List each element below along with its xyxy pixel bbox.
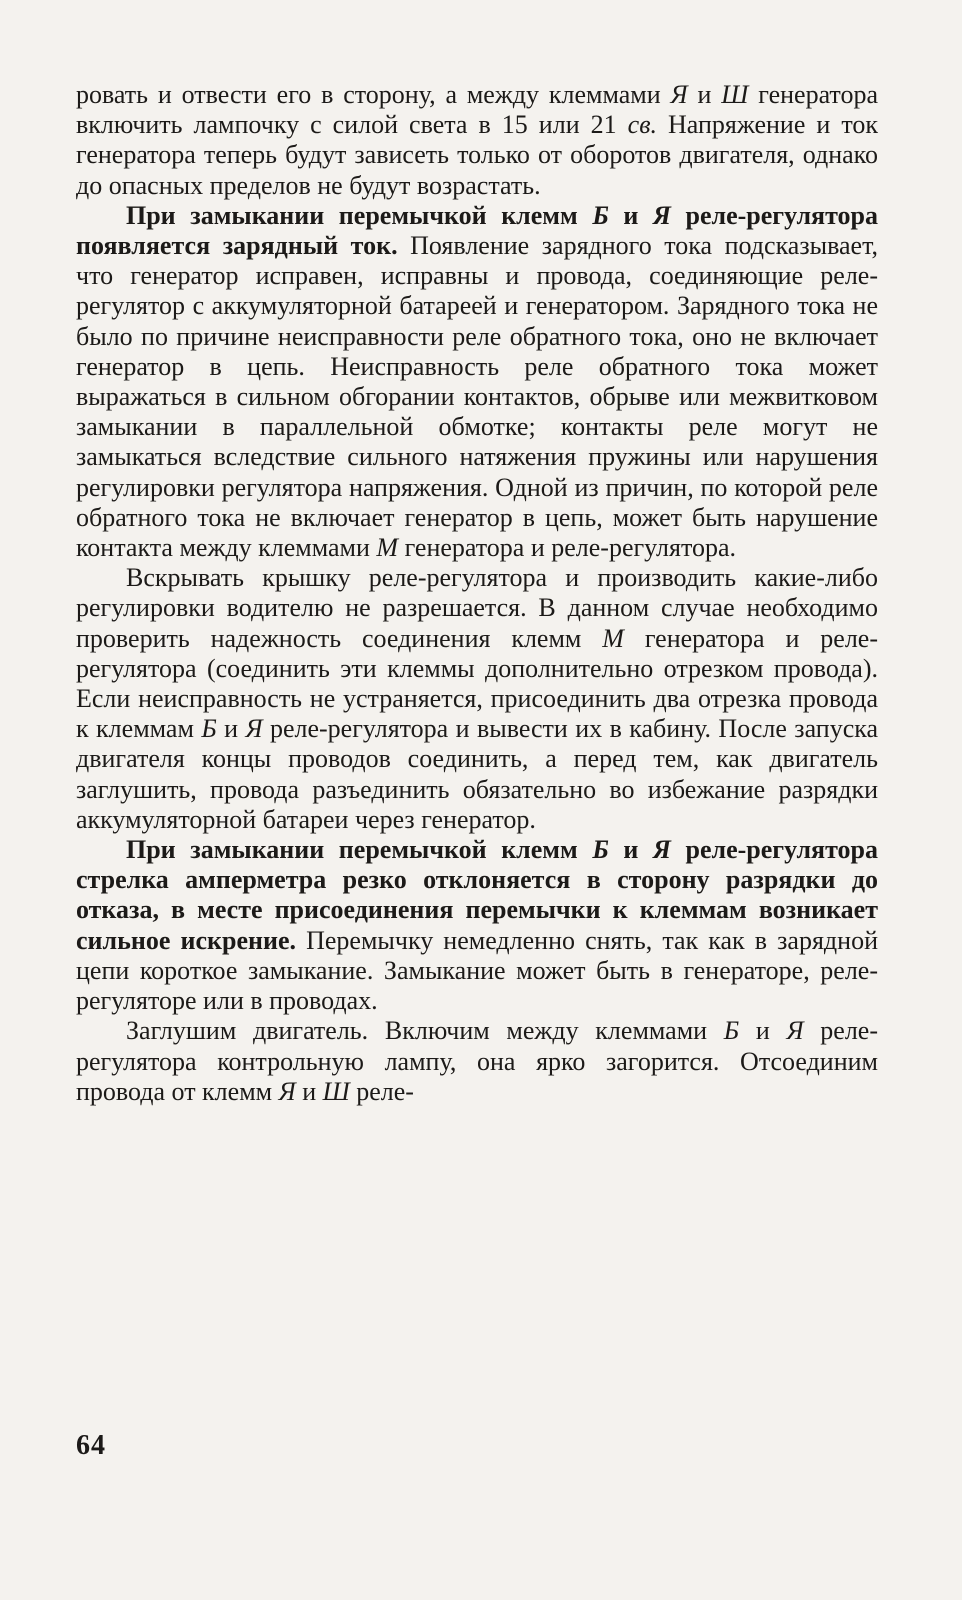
text-run: Я <box>278 1076 296 1106</box>
text-run: и <box>739 1016 787 1046</box>
text-run: генератора включить лампочку с силой света в 15 или 21 <box>76 80 878 140</box>
text-run: реле-регулятора стрелка амперметра резко отклоняется в сторону разрядки до отказа, в месте присоединения перемычки к клеммам возникает сильное искрение. <box>76 835 878 955</box>
text-run: При замыкании перемычкой клемм <box>126 200 593 230</box>
text-run: Б <box>201 714 217 744</box>
text-run: При замыкании перемычкой клемм <box>126 835 593 865</box>
paragraph-2 <box>76 201 878 563</box>
text-run: Я <box>245 714 263 744</box>
text-run: и <box>216 714 246 744</box>
text-run: Б <box>592 200 609 230</box>
paragraph-1 <box>76 80 878 201</box>
text-run: Я <box>786 1016 804 1046</box>
text-run: и <box>608 835 653 865</box>
text-run: Б <box>723 1016 740 1046</box>
text-run: Я <box>653 200 671 230</box>
text-run: генератора и реле-регулятора. <box>398 533 737 563</box>
body-text <box>76 80 878 1107</box>
text-run: реле- <box>349 1076 414 1106</box>
text-run: реле-регулятора и вывести их в кабину. После запуска двигателя концы проводов соединить, а перед тем, как двигатель заглушить, провода разъединить обязательно во избежание разрядки аккумуляторной батареи через генератор. <box>76 714 879 834</box>
text-run: Заглушим двигатель. Включим между клеммами <box>126 1016 724 1046</box>
text-run: Б <box>592 835 609 865</box>
text-run: реле-регулятора появляется зарядный ток. <box>76 200 878 261</box>
text-run: Ш <box>322 1076 350 1106</box>
text-run: Я <box>653 835 671 865</box>
text-run: Перемычку немедленно снять, так как в зарядной цепи короткое замыкание. Замыкание может быть в генераторе, реле-регуляторе или в проводах. <box>76 925 878 1016</box>
paragraph-3 <box>76 563 878 835</box>
text-run: и <box>608 200 653 230</box>
text-run: и <box>687 80 722 109</box>
text-run: Напряжение и ток генератора теперь будут зависеть только от оборотов двигателя, однако до опасных пределов не будут возрастать. <box>76 110 878 200</box>
text-run: и <box>295 1076 323 1106</box>
text-run: Ш <box>721 80 749 109</box>
text-run: Появление зарядного тока подсказывает, что генератор исправен, исправны и провода, соединяющие реле-регулятор с аккумуляторной батареей и генератором. Зарядного тока не было по причине неисправности реле обратного тока, оно не включает генератор в цепь. Неисправность реле обратного тока может выражаться в сильном обгорании контактов, обрыве или межвитковом замыкании в параллельной обмотке; контакты реле могут не замыкаться вследствие сильного натяжения пружины или нарушения регулировки регулятора напряжения. Одной из причин, по которой реле обратного тока не включает генератор в цепь, может быть нарушение контакта между клеммами <box>76 231 879 563</box>
text-run: ровать и отвести его в сторону, а между клеммами <box>76 80 671 109</box>
paragraph-4 <box>76 835 878 1016</box>
text-run: св. <box>627 110 657 140</box>
paragraph-5 <box>76 1016 878 1107</box>
text-run: М <box>602 623 624 653</box>
text-run: Вскрывать крышку реле-регулятора и производить какие-либо регулировки водителю не разрешается. В данном случае необходимо проверить надежность соединения клемм <box>76 563 878 653</box>
text-run: генератора и реле-регулятора (соединить эти клеммы дополнительно отрезком провода). Если неисправность не устраняется, присоединить два отрезка провода к клеммам <box>76 623 878 744</box>
text-run: М <box>376 533 399 563</box>
text-run: реле-регулятора контрольную лампу, она ярко загорится. Отсоединим провода от клемм <box>76 1016 878 1106</box>
document-page <box>76 80 878 1540</box>
text-run: Я <box>670 80 688 109</box>
page-number: 64 <box>76 1430 106 1461</box>
